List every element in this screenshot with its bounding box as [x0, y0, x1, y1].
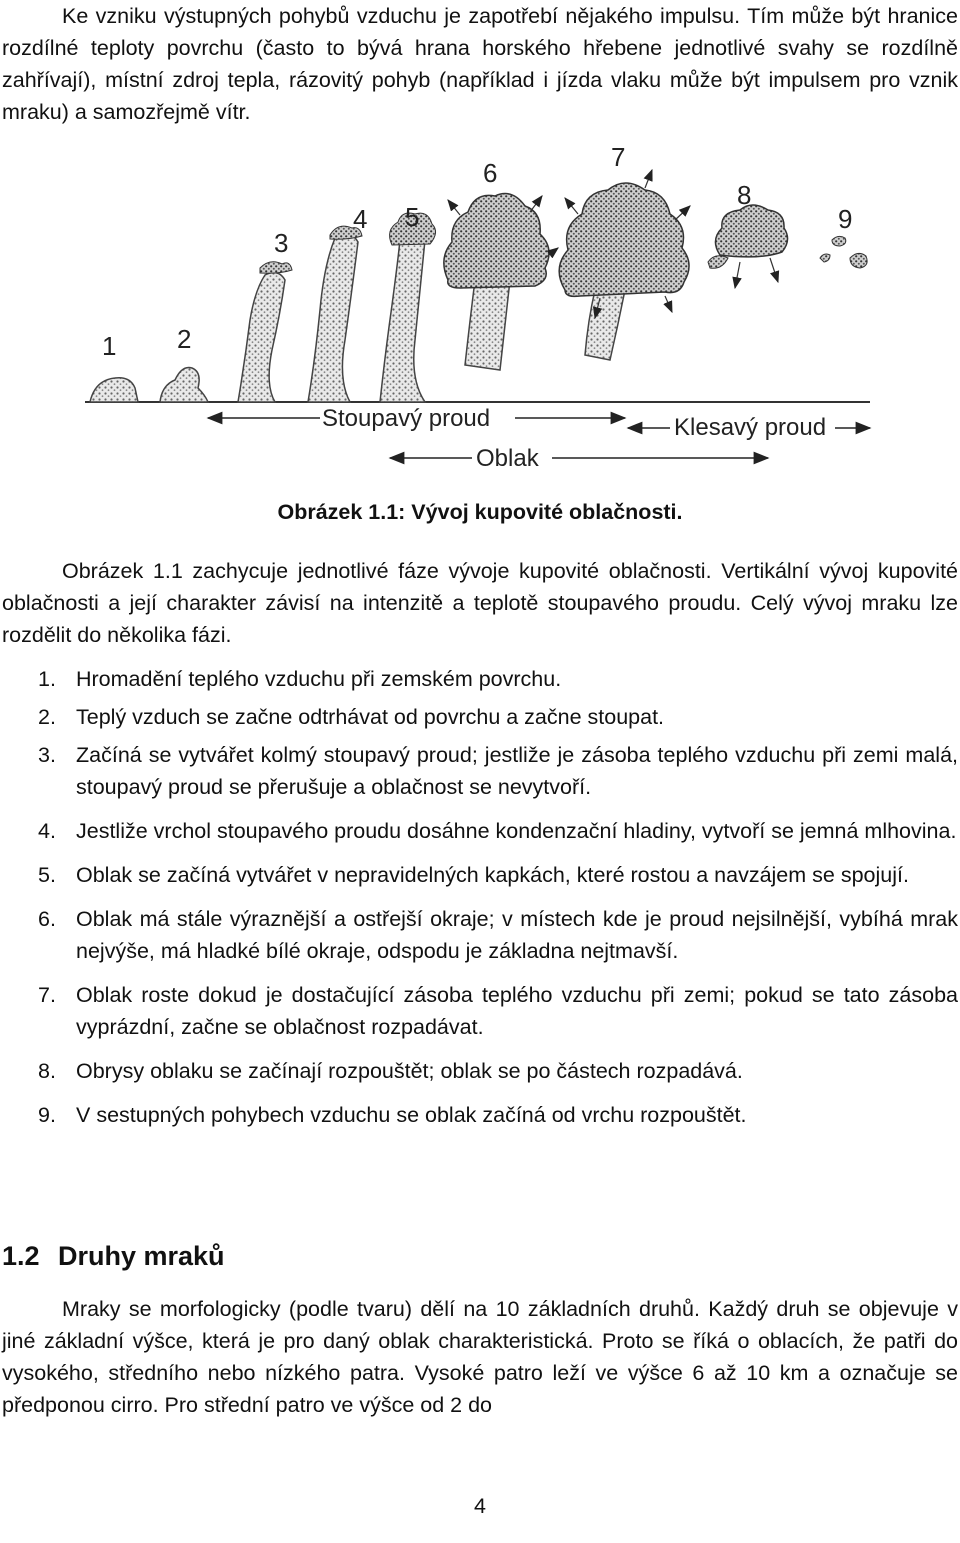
stage-1-label: 1 — [102, 331, 117, 361]
list-item-number: 8. — [38, 1059, 56, 1083]
stage-9-fragment-c — [820, 254, 830, 262]
stage-8-fragment — [708, 256, 728, 269]
stage-8-label: 8 — [737, 180, 752, 210]
intro-paragraph: Ke vzniku výstupných pohybů vzduchu je zapotřebí nějakého impulsu. Tím může být hranice rozdílné teploty povrchu (často to bývá hrana horského hřebene jednotlivé svahy se rozdílně zahřívají), místní zdroj tepla, rázovitý pohyb (například i jízda vlaku může být impulsem pro vznik mraku) a samozřejmě vítr. — [2, 4, 958, 124]
description-paragraph: Obrázek 1.1 zachycuje jednotlivé fáze vývoje kupovité oblačnosti. Vertikální vývoj kupovité oblačnosti a její charakter závisí na intenzitě a teplotě stoupavého proudu. Celý vývoj mraku lze rozdělit do několika fázi. — [2, 559, 958, 647]
klesavy-proud-label: Klesavý proud — [674, 414, 827, 441]
section-title: Druhy mraků — [58, 1241, 225, 1271]
section-paragraph: Mraky se morfologicky (podle tvaru) dělí na 10 základních druhů. Každý druh se objevuje v jiné základní výšce, která je pro daný oblak charakteristická. Proto se říká o oblacích, že patři do vysokého, středního nebo nízkého patra. Vysoké patro leží ve výšce 6 až 10 km a označuje se předponou cirro. Pro střední patro ve výšce od 2 do — [2, 1297, 958, 1417]
list-item — [2, 979, 958, 1043]
stage-3-thermal — [238, 272, 285, 402]
stage-9-fragment-a — [832, 236, 846, 246]
section-heading — [2, 1238, 225, 1274]
list-item-text: Teplý vzduch se začne odtrhávat od povrchu a začne stoupat. — [76, 705, 665, 729]
stage-7-label: 7 — [611, 142, 626, 172]
list-item-number: 7. — [38, 983, 56, 1007]
list-item-text: Začíná se vytvářet kolmý stoupavý proud; jestliže je zásoba teplého vzduchu při zemi malá, stoupavý proud se přerušuje a oblačnost se nevytvoří. — [76, 743, 958, 799]
list-item-text: Oblak roste dokud je dostačující zásoba teplého vzduchu při zemi; pokud se tato zásoba vyprázdní, začne se oblačnost rozpadávat. — [76, 983, 958, 1039]
stage-3-label: 3 — [274, 228, 289, 258]
list-item — [2, 1099, 958, 1131]
stage-3-cap — [260, 262, 292, 273]
list-item — [2, 859, 958, 891]
stage-2-rising-bubble — [160, 368, 208, 403]
list-item — [2, 739, 958, 803]
list-item — [2, 903, 958, 967]
list-item-number: 2. — [38, 705, 56, 729]
list-item — [2, 701, 958, 733]
stage-6-label: 6 — [483, 158, 498, 188]
list-item-number: 5. — [38, 863, 56, 887]
list-item-text: Oblak se začíná vytvářet v nepravidelných kapkách, které rostou a navzájem se spojují. — [76, 863, 909, 887]
section-number: 1.2 — [2, 1241, 40, 1271]
list-item-number: 1. — [38, 667, 56, 691]
oblak-label: Oblak — [476, 445, 539, 472]
list-item-text: Jestliže vrchol stoupavého proudu dosáhne kondenzační hladiny, vytvoří se jemná mlhovina. — [76, 819, 957, 843]
stage-8-cloud — [715, 205, 787, 257]
stoupavy-proud-label: Stoupavý proud — [322, 405, 491, 432]
list-item — [2, 815, 958, 847]
list-item-number: 9. — [38, 1103, 56, 1127]
development-stages-list — [2, 663, 958, 1131]
stage-4-label: 4 — [353, 204, 368, 234]
stage-1-warm-air — [90, 378, 138, 402]
list-item — [2, 663, 958, 695]
list-item — [2, 1055, 958, 1087]
stage-5-thermal — [380, 234, 425, 402]
list-item-number: 3. — [38, 743, 56, 767]
stage-7-stem — [585, 290, 625, 360]
stage-6-stem — [465, 280, 510, 370]
list-item-number: 4. — [38, 819, 56, 843]
list-item-text: Obrysy oblaku se začínají rozpouštět; oblak se po částech rozpadává. — [76, 1059, 743, 1083]
list-item-text: Oblak má stále výraznější a ostřejší okraje; v místech kde je proud nejsilnější, vybíhá mrak nejvýše, má hladké bílé okraje, odspodu je základna nejtmavší. — [76, 907, 958, 963]
page-number: 4 — [474, 1494, 486, 1518]
list-item-text: Hromadění teplého vzduchu při zemském povrchu. — [76, 667, 562, 691]
stage-5-label: 5 — [405, 202, 420, 232]
stage-7-cloud — [559, 183, 689, 296]
list-item-number: 6. — [38, 907, 56, 931]
stage-9-label: 9 — [838, 204, 853, 234]
cloud-development-figure — [80, 140, 880, 475]
list-item-text: V sestupných pohybech vzduchu se oblak začíná od vrchu rozpouštět. — [76, 1103, 747, 1127]
stage-2-label: 2 — [177, 324, 192, 354]
stage-9-fragment-b — [850, 253, 867, 268]
stage-4-thermal — [308, 234, 358, 402]
figure-caption: Obrázek 1.1: Vývoj kupovité oblačnosti. — [277, 500, 683, 524]
